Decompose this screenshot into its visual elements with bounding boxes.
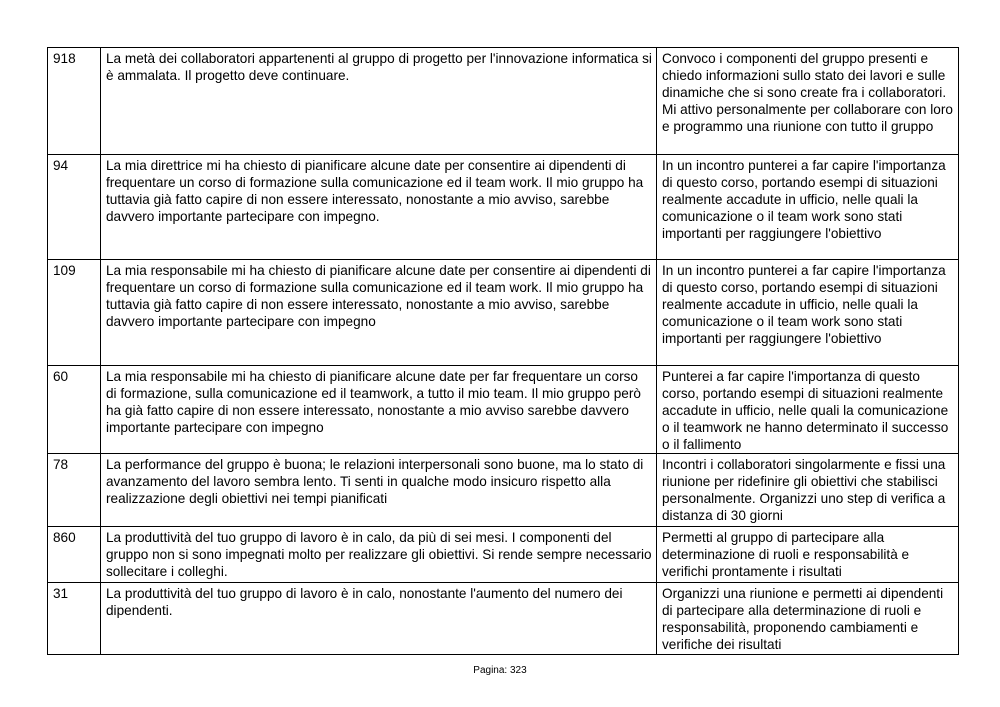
- row-response: Convoco i componenti del gruppo presenti e chiedo informazioni sullo stato dei lavori e sulle dinamiche che si sono create fra i collaboratori. Mi attivo personalmente per collaborare con loro e programmo una riunione con tutto il gruppo: [657, 48, 959, 155]
- table-row: [48, 583, 959, 655]
- row-situation: La produttività del tuo gruppo di lavoro è in calo, nonostante l'aumento del numero dei dipendenti.: [101, 583, 657, 655]
- table-row: [48, 260, 959, 366]
- row-response: In un incontro punterei a far capire l'importanza di questo corso, portando esempi di situazioni realmente accadute in ufficio, nelle quali la comunicazione o il team work sono stati importanti per raggiungere l'obiettivo: [657, 155, 959, 260]
- table-row: [48, 527, 959, 583]
- row-response: Permetti al gruppo di partecipare alla determinazione di ruoli e responsabilità e verifichi prontamente i risultati: [657, 527, 959, 583]
- page-number: Pagina: 323: [473, 665, 527, 676]
- row-situation: La mia responsabile mi ha chiesto di pianificare alcune date per far frequentare un corso di formazione, sulla comunicazione ed il teamwork, a tutto il mio team. Il mio gruppo però ha già fatto capire di non essere interessato, nonostante a mio avviso sarebbe davvero importante partecipare con impegno: [101, 366, 657, 454]
- row-id: 60: [48, 366, 101, 454]
- row-situation: La mia responsabile mi ha chiesto di pianificare alcune date per consentire ai dipendenti di frequentare un corso di formazione sulla comunicazione ed il team work. Il mio gruppo ha tuttavia già fatto capire di non essere interessato, nonostante a mio avviso, sarebbe davvero importante partecipare con impegno: [101, 260, 657, 366]
- row-id: 31: [48, 583, 101, 655]
- row-id: 860: [48, 527, 101, 583]
- row-response: Punterei a far capire l'importanza di questo corso, portando esempi di situazioni realmente accadute in ufficio, nelle quali la comunicazione o il teamwork ne hanno determinato il successo o il fallimento: [657, 366, 959, 454]
- table-row: [48, 48, 959, 155]
- row-response: In un incontro punterei a far capire l'importanza di questo corso, portando esempi di situazioni realmente accadute in ufficio, nelle quali la comunicazione o il team work sono stati importanti per raggiungere l'obiettivo: [657, 260, 959, 366]
- row-situation: La metà dei collaboratori appartenenti al gruppo di progetto per l'innovazione informatica si è ammalata. Il progetto deve continuare.: [101, 48, 657, 155]
- row-situation: La produttività del tuo gruppo di lavoro è in calo, da più di sei mesi. I componenti del gruppo non si sono impegnati molto per realizzare gli obiettivi. Si rende sempre necessario sollecitare i colleghi.: [101, 527, 657, 583]
- row-response: Incontri i collaboratori singolarmente e fissi una riunione per ridefinire gli obiettivi che stabilisci personalmente. Organizzi uno step di verifica a distanza di 30 giorni: [657, 454, 959, 527]
- row-situation: La performance del gruppo è buona; le relazioni interpersonali sono buone, ma lo stato di avanzamento del lavoro sembra lento. Ti senti in qualche modo insicuro rispetto alla realizzazione degli obiettivi nei tempi pianificati: [101, 454, 657, 527]
- table-row: [48, 155, 959, 260]
- table-row: [48, 454, 959, 527]
- row-id: 78: [48, 454, 101, 527]
- row-id: 94: [48, 155, 101, 260]
- row-id: 918: [48, 48, 101, 155]
- table-row: [48, 366, 959, 454]
- row-situation: La mia direttrice mi ha chiesto di pianificare alcune date per consentire ai dipendenti di frequentare un corso di formazione sulla comunicazione ed il team work. Il mio gruppo ha tuttavia già fatto capire di non essere interessato, nonostante a mio avviso, sarebbe davvero importante partecipare con impegno.: [101, 155, 657, 260]
- row-response: Organizzi una riunione e permetti ai dipendenti di partecipare alla determinazione di ruoli e responsabilità, proponendo cambiamenti e verifiche dei risultati: [657, 583, 959, 655]
- row-id: 109: [48, 260, 101, 366]
- questions-table: [47, 47, 959, 655]
